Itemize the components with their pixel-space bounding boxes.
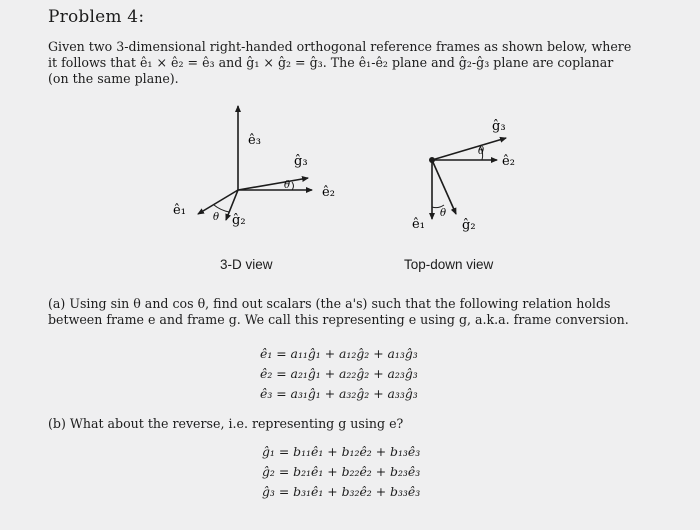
equation-e2: ê₂ = a₂₁ĝ₁ + a₂₂ĝ₂ + a₂₃ĝ₃ bbox=[260, 366, 418, 381]
view-3d bbox=[173, 106, 335, 228]
label-3d-g2: ĝ₂ bbox=[232, 213, 246, 228]
equation-e3: ê₃ = a₃₁ĝ₁ + a₃₂ĝ₂ + a₃₃ĝ₃ bbox=[260, 386, 418, 401]
intro-line-3: (on the same plane). bbox=[48, 71, 179, 86]
label-3d-g3: ĝ₃ bbox=[294, 154, 308, 169]
problem-title: Problem 4: bbox=[48, 7, 145, 27]
caption-3d-view: 3-D view bbox=[220, 257, 273, 272]
label-top-e1: ê₁ bbox=[412, 217, 425, 232]
part-a-line-1: (a) Using sin θ and cos θ, find out scalars (the a's) such that the following relation holds bbox=[48, 296, 611, 311]
part-a-line-2: between frame e and frame g. We call this representing e using g, a.k.a. frame conversion. bbox=[48, 312, 629, 327]
axis-g2-arrow-top bbox=[432, 160, 456, 214]
angle-arc-3d-upper bbox=[292, 182, 294, 190]
intro-line-2: it follows that ê₁ × ê₂ = ê₃ and ĝ₁ × ĝ₂ = ĝ₃. The ê₁-ê₂ plane and ĝ₂-ĝ₃ plane are coplanar bbox=[48, 55, 614, 70]
label-top-g3: ĝ₃ bbox=[492, 119, 506, 134]
part-b-prompt: (b) What about the reverse, i.e. representing g using e? bbox=[48, 416, 404, 431]
label-3d-e2: ê₂ bbox=[322, 185, 335, 200]
label-top-theta-lower: θ bbox=[440, 208, 447, 219]
equation-g1: ĝ₁ = b₁₁ê₁ + b₁₂ê₂ + b₁₃ê₃ bbox=[262, 444, 421, 459]
angle-arc-3d-lower bbox=[214, 205, 229, 212]
label-3d-e1: ê₁ bbox=[173, 203, 186, 218]
intro-line-1: Given two 3-dimensional right-handed orthogonal reference frames as shown below, where bbox=[48, 39, 632, 54]
equation-e1: ê₁ = a₁₁ĝ₁ + a₁₂ĝ₂ + a₁₃ĝ₃ bbox=[260, 346, 418, 361]
view-topdown bbox=[412, 119, 515, 233]
caption-topdown-view: Top-down view bbox=[404, 257, 494, 272]
label-top-g2: ĝ₂ bbox=[462, 218, 476, 233]
part-a-prompt bbox=[48, 296, 688, 328]
label-3d-theta-upper: θ bbox=[284, 180, 291, 191]
axis-g3-arrow-top bbox=[432, 138, 506, 160]
label-top-theta-upper: θ bbox=[478, 146, 485, 157]
label-3d-theta-lower: θ bbox=[213, 212, 220, 223]
axis-g3-arrow bbox=[238, 178, 308, 190]
axis-e1-arrow bbox=[198, 190, 238, 214]
label-3d-e3: ê₃ bbox=[248, 133, 261, 148]
equation-g3: ĝ₃ = b₃₁ê₁ + b₃₂ê₂ + b₃₃ê₃ bbox=[262, 484, 421, 499]
label-top-e2: ê₂ bbox=[502, 154, 515, 169]
equation-g2: ĝ₂ = b₂₁ê₁ + b₂₂ê₂ + b₂₃ê₃ bbox=[262, 464, 421, 479]
